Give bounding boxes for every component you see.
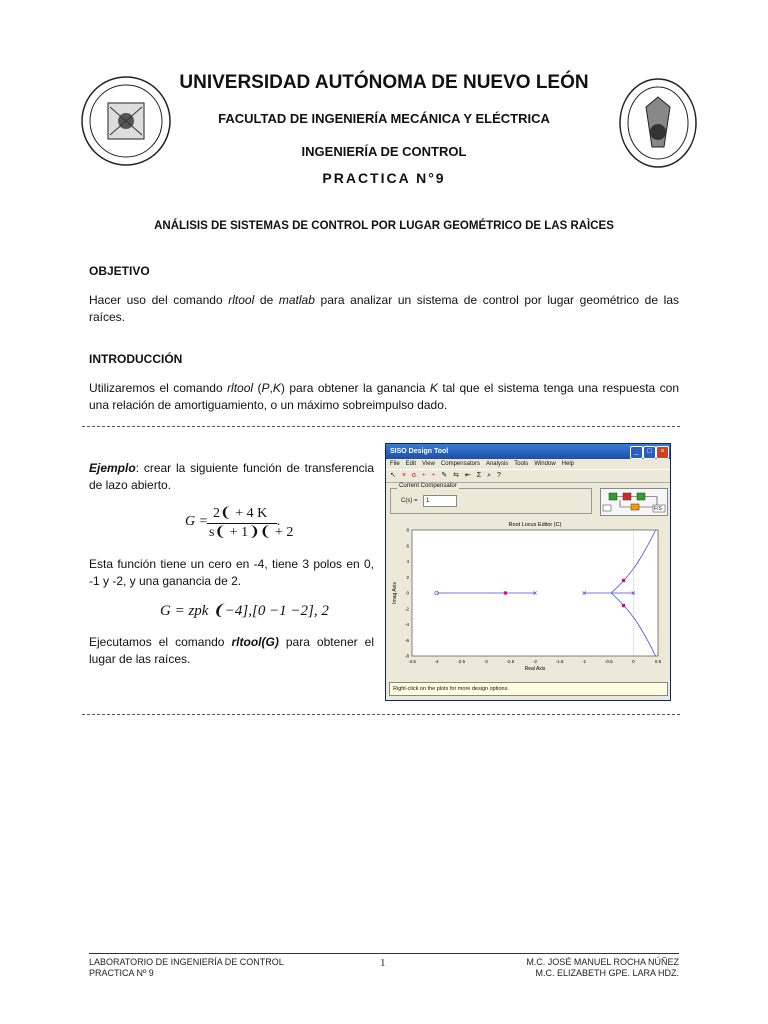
zoom-x-icon[interactable]: ⇤ [464,472,471,479]
introduccion-text: Utilizaremos el comando rltool (P,K) para obtener la ganancia K tal que el sistema tenga una respuesta con una relación de amortiguamiento, o un máximo sobreimpulso dado. [89,381,679,412]
menu-view[interactable]: View [422,461,435,467]
document-title: ANÁLISIS DE SISTEMAS DE CONTROL POR LUGAR GEOMÉTRICO DE LAS RAÌCES [154,220,614,232]
footer-rule [89,953,679,954]
add-pole-icon[interactable]: × [401,472,406,479]
context-help-icon[interactable]: ? [496,472,501,479]
y-tick-label: 8 [406,527,409,533]
menu-help[interactable]: Help [561,461,574,467]
compensator-label: C(s) = [401,498,418,504]
fs-label: F/S [654,506,662,512]
objetivo-heading: OBJETIVO [89,264,150,278]
y-tick-label: -4 [404,622,409,627]
menu-edit[interactable]: Edit [405,461,417,467]
footer-author-2: M.C. ELIZABETH GPE. LARA HDZ. [535,968,679,978]
footer-author-1: M.C. JOSÉ MANUEL ROCHA NÚÑEZ [526,957,679,967]
zoom-xy-icon[interactable]: ⌕ [487,472,492,479]
block-diagram[interactable] [600,488,668,516]
siso-window-title: SISO Design Tool [390,448,449,455]
erase-icon[interactable]: ✎ [441,472,448,479]
root-locus-chart[interactable] [386,518,670,678]
add-complex-zero-icon[interactable]: ÷ [431,472,436,479]
maximize-icon[interactable]: □ [643,446,656,459]
x-tick-label: -2.5 [506,659,515,664]
x-tick-label: -2 [532,659,538,664]
x-tick-label: -3 [483,659,488,664]
x-tick-label: 0 [632,659,635,664]
footer-practice: PRACTICA Nº 9 [89,968,154,978]
menu-analysis[interactable]: Analysis [485,461,509,467]
minimize-icon[interactable]: _ [630,446,643,459]
equation-zpk: G = zpk ❨−4],[0 −1 −2], 2 [160,603,329,619]
introduccion-heading: INTRODUCCIÓN [89,352,183,366]
add-zero-icon[interactable]: o [411,472,416,479]
pointer-tool-icon[interactable]: ↖ [390,472,396,479]
x-tick-label: -0.5 [604,659,613,664]
plot-title: Root Locus Editor (C) [508,522,562,528]
y-tick-label: -8 [404,653,409,659]
menu-tools[interactable]: Tools [514,461,529,467]
x-tick-label: -3.5 [457,659,466,664]
zoom-y-icon[interactable]: Σ [476,472,482,479]
pan-icon[interactable]: ⇆ [453,472,460,479]
closed-loop-pole [622,579,625,582]
menu-compensators[interactable]: Compensators [440,461,480,467]
siso-menubar [386,459,670,469]
menu-file[interactable]: File [390,461,400,467]
x-tick-label: -4 [434,659,439,664]
x-tick-label: -1.5 [555,659,564,664]
current-compensator-group [390,483,592,514]
x-tick-label: 0.5 [654,659,662,664]
x-tick-label: -4.5 [408,659,416,664]
section-divider-bottom [82,714,680,715]
faculty-name: FACULTAD DE INGENIERÍA MECÁNICA Y ELÉCTRICA [218,111,550,126]
siso-titlebar [386,444,670,459]
compensator-group-label: Current Compensator [399,483,457,489]
y-tick-label: 2 [406,574,409,580]
ejemplo-text: Ejemplo: crear la siguiente función de transferencia de lazo abierto. [89,461,374,492]
university-name: UNIVERSIDAD AUTÓNOMA DE NUEVO LEÓN [179,72,589,93]
compensator-input[interactable]: 1 [423,495,457,507]
menu-window[interactable]: Window [534,461,556,467]
closed-loop-pole [622,604,625,607]
y-axis-label: Imag Axis [392,582,398,604]
footer-lab-name: LABORATORIO DE INGENIERÍA DE CONTROL [89,957,284,967]
rltool-instruction: Ejecutamos el comando rltool(G) para obtener el lugar de las raíces. [89,635,375,666]
add-complex-pole-icon[interactable]: ÷ [421,472,426,479]
poles-description: Esta función tiene un cero en -4, tiene 3 polos en 0, -1 y -2, y una ganancia de 2. [89,557,374,588]
y-tick-label: -2 [404,606,409,612]
y-tick-label: -6 [404,637,409,643]
x-tick-label: -1 [582,659,587,664]
x-axis-label: Real Axis [524,666,546,672]
equation-transfer-function: G = 2❨ + 4 K s❨ + 1❩❨ + 2 . [185,506,294,540]
y-tick-label: 6 [406,543,409,549]
y-tick-label: 4 [406,559,409,564]
section-divider-top [82,426,680,427]
siso-design-tool-window [385,443,671,701]
closed-loop-pole [504,591,507,594]
department-name: INGENIERÍA DE CONTROL [301,144,467,159]
y-tick-label: 0 [406,590,409,596]
page-number: 1 [380,957,386,969]
practice-number: PRACTICA N°9 [322,170,446,186]
objetivo-text: Hacer uso del comando rltool de matlab para analizar un sistema de control por lugar geométrico de las raíces. [89,293,679,324]
siso-toolbar [386,469,670,483]
status-bar: Right-click on the plots for more design options. [389,682,668,696]
close-icon[interactable]: × [656,446,669,459]
